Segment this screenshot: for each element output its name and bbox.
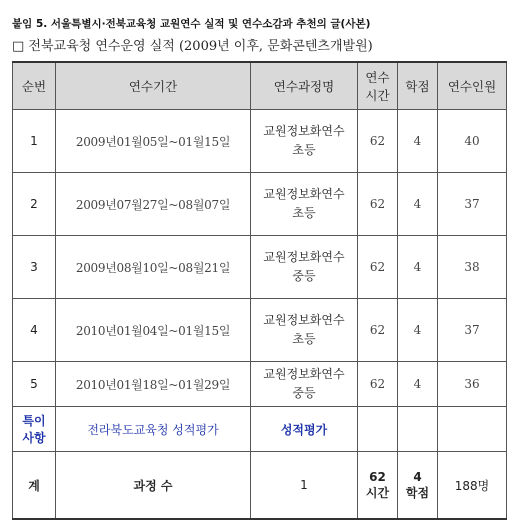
- row-people: 37: [438, 173, 507, 236]
- attachment-caption: 붙임 5. 서울특별시·전북교육청 교원연수 실적 및 연수소감과 추천의 글(사본): [12, 18, 371, 30]
- total-hours-value: 62: [369, 469, 386, 484]
- row-course-name: 교원정보화연수: [263, 250, 345, 264]
- row-course-level: 초등: [292, 206, 316, 220]
- row-no: 4: [13, 299, 56, 362]
- row-credit: 4: [398, 362, 438, 407]
- header-hours: [358, 62, 398, 110]
- row-people: 36: [438, 362, 507, 407]
- remark-empty-credit: [398, 407, 438, 452]
- remark-empty-people: [438, 407, 507, 452]
- row-credit: 4: [398, 110, 438, 173]
- row-course-level: 중등: [292, 269, 316, 283]
- row-hours: 62: [358, 110, 398, 173]
- row-course-name: 교원정보화연수: [263, 313, 345, 327]
- remark-label-line1: 특이: [22, 414, 46, 428]
- row-course-name: 교원정보화연수: [263, 187, 345, 201]
- table-row: [13, 299, 507, 362]
- total-course-count-label: 과정 수: [56, 452, 251, 520]
- total-hours-unit: 시간: [365, 485, 390, 500]
- header-no: 순번: [13, 62, 56, 110]
- total-credit-unit: 학점: [405, 485, 430, 500]
- header-people: 연수인원: [438, 62, 507, 110]
- row-course: [251, 173, 358, 236]
- row-no: 1: [13, 110, 56, 173]
- row-course-level: 초등: [292, 143, 316, 157]
- total-people: 188명: [438, 452, 507, 520]
- row-no: 2: [13, 173, 56, 236]
- row-course-name: 교원정보화연수: [263, 367, 345, 381]
- table-header-row: [13, 62, 507, 110]
- row-course: [251, 299, 358, 362]
- total-credit-value: 4: [413, 469, 422, 484]
- row-hours: 62: [358, 236, 398, 299]
- remark-row: [13, 407, 507, 452]
- total-label: 계: [13, 452, 56, 520]
- training-results-table: [12, 61, 507, 520]
- row-course-level: 중등: [292, 386, 316, 400]
- row-credit: 4: [398, 173, 438, 236]
- section-subtitle: □ 전북교육청 연수운영 실적 (2009년 이후, 문화콘텐츠개발원): [12, 39, 373, 54]
- row-no: 5: [13, 362, 56, 407]
- header-period: 연수기간: [56, 62, 251, 110]
- total-hours: [358, 452, 398, 520]
- row-hours: 62: [358, 299, 398, 362]
- row-credit: 4: [398, 236, 438, 299]
- remark-type: 성적평가: [251, 407, 358, 452]
- row-period: 2010년01월04일~01월15일: [56, 299, 251, 362]
- header-hours-line1: 연수: [365, 70, 390, 85]
- row-people: 38: [438, 236, 507, 299]
- table-row: [13, 173, 507, 236]
- table-row: [13, 110, 507, 173]
- header-course: 연수과정명: [251, 62, 358, 110]
- total-credit: [398, 452, 438, 520]
- total-row: [13, 452, 507, 520]
- row-period: 2009년08월10일~08월21일: [56, 236, 251, 299]
- remark-empty-hours: [358, 407, 398, 452]
- table-row: [13, 236, 507, 299]
- header-hours-line2: 시간: [365, 88, 390, 103]
- row-credit: 4: [398, 299, 438, 362]
- row-course-level: 초등: [292, 332, 316, 346]
- table-row: [13, 362, 507, 407]
- row-period: 2009년07월27일~08월07일: [56, 173, 251, 236]
- header-credit: 학점: [398, 62, 438, 110]
- row-course-name: 교원정보화연수: [263, 124, 345, 138]
- total-course-count: 1: [251, 452, 358, 520]
- row-hours: 62: [358, 362, 398, 407]
- row-people: 37: [438, 299, 507, 362]
- remark-label: [13, 407, 56, 452]
- row-period: 2010년01월18일~01월29일: [56, 362, 251, 407]
- row-course: [251, 362, 358, 407]
- remark-evaluator: 전라북도교육청 성적평가: [56, 407, 251, 452]
- row-hours: 62: [358, 173, 398, 236]
- row-no: 3: [13, 236, 56, 299]
- row-course: [251, 236, 358, 299]
- row-people: 40: [438, 110, 507, 173]
- remark-label-line2: 사항: [22, 431, 46, 445]
- row-period: 2009년01월05일~01월15일: [56, 110, 251, 173]
- row-course: [251, 110, 358, 173]
